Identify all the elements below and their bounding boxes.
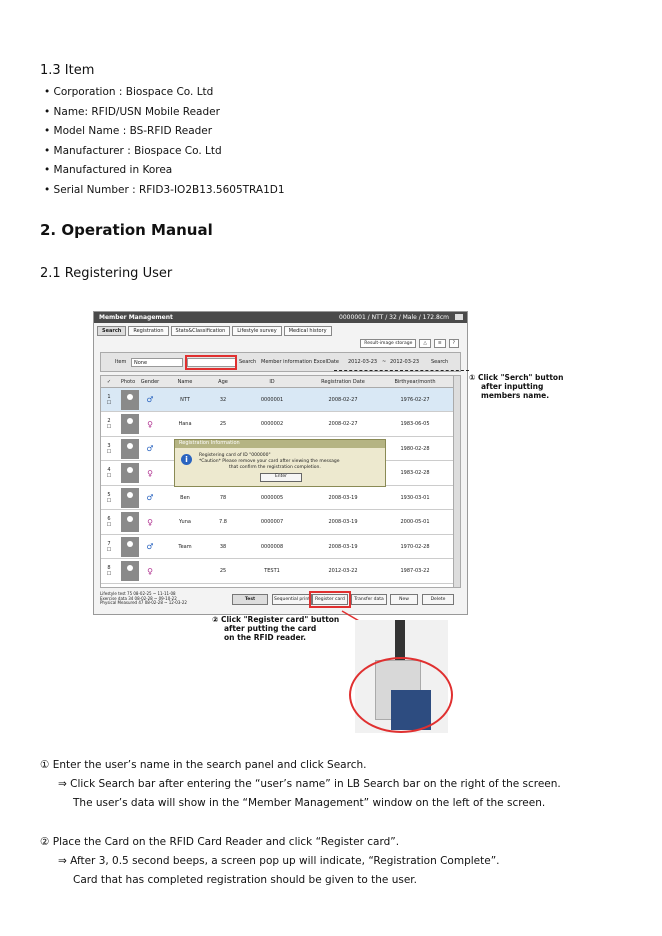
table-header: ✓ Photo Gender Name Age ID Registration Date Birthyear/month — [101, 376, 453, 388]
step-1: ① Enter the user’s name in the search panel and click Search. ⇒ Click Search bar after entering the “user’s name” in LB Search bar on the right of the screen. The user’s data will show in the “Member Management” window on the left of the screen. — [40, 759, 561, 809]
gender-icon: ♀ — [147, 517, 153, 527]
gender-icon: ♂ — [146, 542, 154, 551]
row-checkbox[interactable]: 5 ☐ — [106, 491, 112, 504]
new-button[interactable]: New — [390, 594, 418, 605]
section-subheading: 2.1 Registering User — [40, 266, 173, 281]
cell-id: 0000002 — [260, 421, 284, 427]
row-checkbox[interactable]: 1 ☐ — [106, 393, 112, 406]
tab-stats[interactable]: Stats&Classification — [171, 326, 231, 336]
cell-name: NTT — [180, 396, 190, 403]
popup-message: Registering card of ID "000000" *Caution* Please remove your card after viewing the message that confirm the registration completion. — [199, 453, 340, 470]
test-button[interactable]: Test — [232, 594, 268, 605]
cell-age: 25 — [219, 421, 227, 427]
date-sep: ~ — [382, 359, 387, 365]
cell-reg-date: 2008-02-27 — [328, 396, 358, 403]
cell-reg-date: 2008-03-19 — [328, 494, 358, 501]
popup-title: Registration Information — [175, 440, 385, 448]
row-checkbox[interactable]: 8 ☐ — [106, 565, 112, 577]
row-checkbox[interactable]: 7 ☐ — [106, 540, 112, 553]
cell-id: TEST1 — [264, 568, 280, 574]
cell-birth: 1930-03-01 — [400, 494, 430, 501]
print-icon[interactable]: △ — [419, 339, 430, 348]
tab-registration[interactable]: Registration — [128, 326, 168, 336]
cell-birth: 1980-02-28 — [400, 445, 430, 452]
help-icon[interactable]: ? — [449, 339, 459, 348]
cell-name: Yuna — [179, 519, 191, 525]
section-heading-manual: 2. Operation Manual — [40, 221, 213, 239]
user-info: 0000001 / NTT / 32 / Male / 172.8cm — [339, 314, 449, 321]
annotation-search: ① Click "Serch" button after inputting members name. — [469, 373, 564, 400]
step-2: ② Place the Card on the RFID Card Reader and click “Register card”. ⇒ After 3, 0.5 second beeps, a screen pop up will indicate, “Registration Complete”. Card that has completed registration should be given to the user. — [40, 836, 500, 886]
row-checkbox[interactable]: 3 ☐ — [106, 442, 112, 455]
list-item: • Serial Number : RFID3-IO2B13.5605TRA1D1 — [44, 181, 285, 201]
gender-icon: ♀ — [147, 566, 153, 576]
item-select[interactable]: None — [131, 358, 183, 367]
row-checkbox[interactable]: 6 ☐ — [106, 516, 112, 528]
info-icon: i — [181, 454, 192, 465]
reader-highlight-circle — [349, 657, 453, 733]
delete-button[interactable]: Delete — [422, 594, 454, 605]
cell-age: 38 — [219, 543, 227, 550]
excel-button[interactable]: Member information Excel — [261, 359, 327, 365]
tab-search[interactable]: Search — [97, 326, 126, 336]
cell-id: 0000001 — [260, 396, 284, 403]
cell-name: Team — [178, 543, 192, 550]
result-image-button[interactable]: Result-image storage — [360, 339, 416, 348]
cell-reg-date: 2008-03-19 — [328, 543, 358, 550]
window-title: Member Management — [99, 314, 173, 321]
cell-id: 0000007 — [260, 519, 284, 525]
cell-id: 0000005 — [260, 494, 284, 501]
tab-lifestyle[interactable]: Lifestyle survey — [232, 326, 281, 336]
popup-enter-button[interactable]: Enter — [260, 473, 302, 482]
register-card-button[interactable]: Register card — [312, 594, 348, 605]
gender-icon: ♀ — [147, 419, 153, 429]
row-checkbox[interactable]: 2 ☐ — [106, 418, 112, 430]
list-item: • Model Name : BS-RFID Reader — [44, 122, 285, 142]
cell-age: 7.8 — [219, 519, 227, 525]
menu-icon[interactable]: ≡ — [434, 339, 446, 348]
gender-icon: ♂ — [146, 395, 154, 404]
cell-birth: 1983-02-28 — [400, 470, 430, 476]
section-heading-item: 1.3 Item — [40, 63, 95, 78]
item-label: Item — [115, 359, 127, 365]
annotation-register: ② Click "Register card" button after putting the card on the RFID reader. — [212, 615, 340, 642]
cell-name: Ben — [180, 494, 190, 501]
cell-birth: 1976-02-27 — [400, 396, 430, 403]
cell-age: 78 — [219, 494, 227, 501]
cell-age: 32 — [219, 396, 227, 403]
gender-icon: ♂ — [146, 493, 154, 502]
cell-birth: 2000-05-01 — [400, 519, 430, 525]
gender-icon: ♂ — [146, 444, 154, 453]
transfer-data-button[interactable]: Transfer data — [351, 594, 387, 605]
cell-birth: 1983-06-05 — [400, 421, 430, 427]
date-from[interactable]: 2012-03-23 — [348, 359, 378, 365]
list-item: • Name: RFID/USN Mobile Reader — [44, 103, 285, 123]
cell-reg-date: 2008-02-27 — [328, 421, 358, 427]
cell-reg-date: 2012-03-22 — [328, 568, 358, 574]
cell-id: 0000008 — [260, 543, 284, 550]
list-item: • Manufactured in Korea — [44, 161, 285, 181]
date-search-button[interactable]: Search — [431, 359, 449, 365]
cell-name: Hana — [178, 421, 192, 427]
row-checkbox[interactable]: 4 ☐ — [106, 467, 112, 479]
cell-age: 25 — [219, 568, 227, 574]
date-to[interactable]: 2012-03-23 — [390, 359, 420, 365]
cell-reg-date: 2008-03-19 — [328, 519, 358, 525]
cell-birth: 1987-03-22 — [400, 568, 430, 574]
list-item: • Manufacturer : Biospace Co. Ltd — [44, 142, 285, 162]
tab-medical[interactable]: Medical history — [284, 326, 332, 336]
sequential-print-button[interactable]: Sequential print — [272, 594, 312, 605]
list-item: • Corporation : Biospace Co. Ltd — [44, 83, 285, 103]
stats-summary: Lifestyle test 75 08-02-25 ~ 11-11-08 Exercise data 34 08-02-28 ~ 09-10-22 Physical Measured 47 08-02-28 ~ 12-03-22 — [100, 591, 187, 606]
cell-birth: 1970-02-28 — [400, 543, 430, 550]
date-label: Date — [327, 359, 339, 365]
gender-icon: ♀ — [147, 468, 153, 478]
search-button[interactable]: Search — [239, 359, 257, 365]
